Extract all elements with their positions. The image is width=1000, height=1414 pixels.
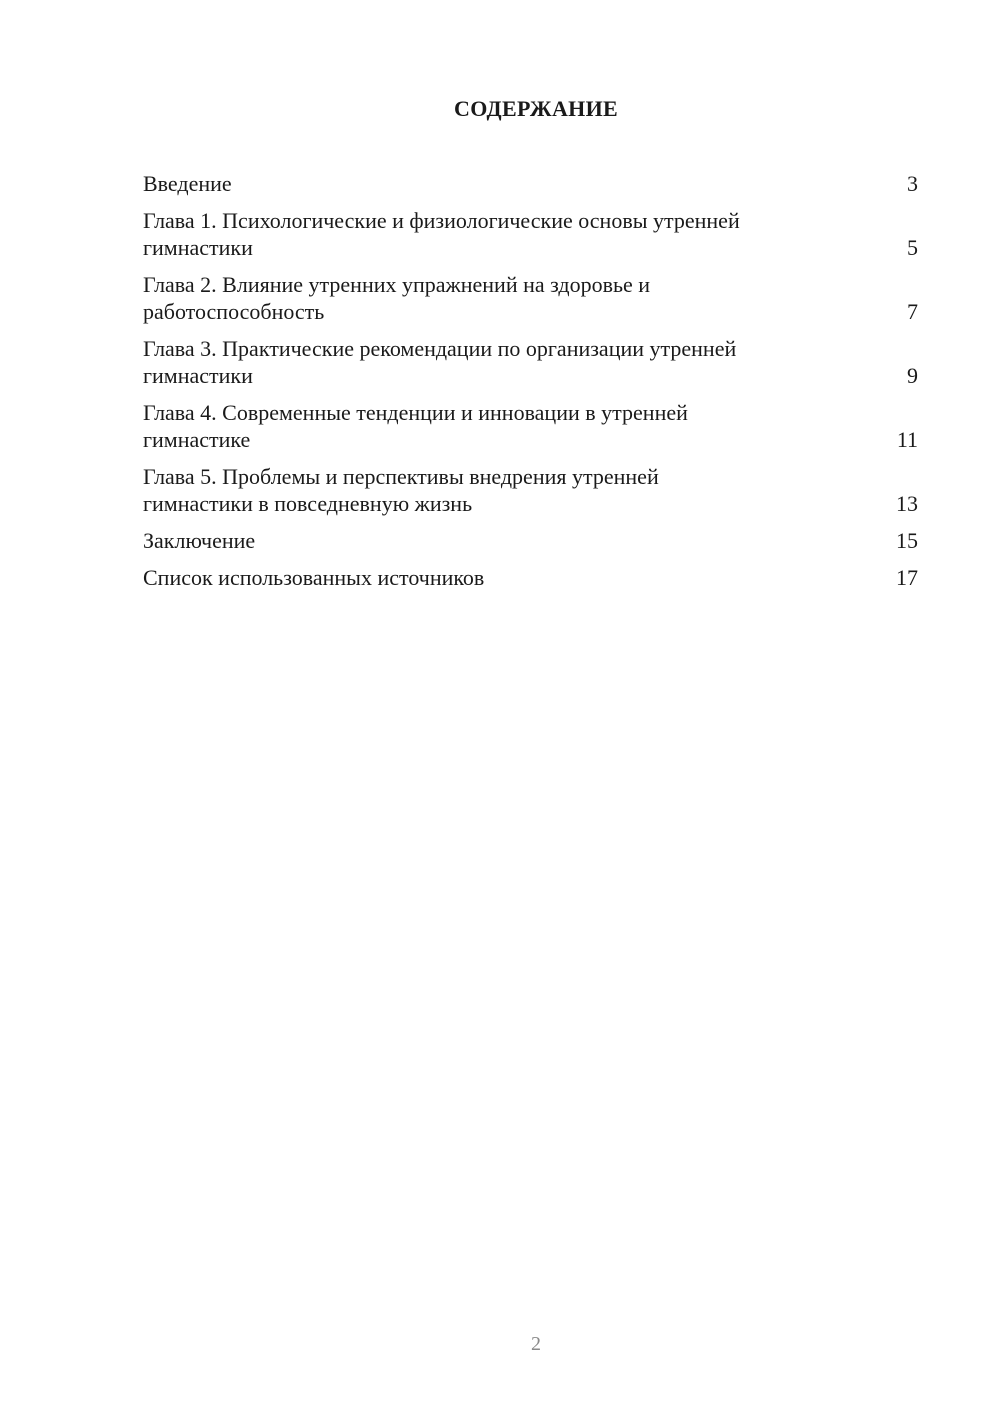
toc-entry-text: Глава 1. Психологические и физиологические основы утренней гимнастики (143, 208, 740, 260)
toc-entry-introduction (143, 170, 918, 197)
toc-entry-chapter-4 (143, 399, 918, 453)
toc-entry-page: 9 (907, 363, 918, 388)
toc-entry-page: 3 (907, 171, 918, 196)
toc-entry-conclusion (143, 527, 918, 554)
page-number: 2 (531, 1333, 541, 1355)
toc-entry-page: 5 (907, 235, 918, 260)
toc-entry-text: Введение (143, 171, 232, 196)
toc-entry-page: 7 (907, 299, 918, 324)
toc-entry-chapter-3 (143, 335, 918, 389)
toc-entry-page: 17 (896, 565, 918, 590)
toc-entry-text: Глава 3. Практические рекомендации по организации утренней гимнастики (143, 336, 737, 388)
toc-entry-references (143, 564, 918, 591)
toc-entry-page: 11 (896, 427, 918, 452)
table-of-contents (143, 170, 918, 601)
toc-entry-chapter-2 (143, 271, 918, 325)
toc-entry-text: Заключение (143, 528, 256, 553)
toc-entry-chapter-5 (143, 463, 918, 517)
toc-entry-text: Глава 5. Проблемы и перспективы внедрения утренней гимнастики в повседневную жизнь (143, 464, 659, 516)
toc-entry-chapter-1 (143, 207, 918, 261)
toc-entry-text: Список использованных источников (143, 565, 485, 590)
toc-entry-page: 15 (896, 528, 918, 553)
toc-entry-text: Глава 4. Современные тенденции и инновации в утренней гимнастике (143, 400, 688, 452)
toc-title: СОДЕРЖАНИЕ (454, 96, 618, 121)
toc-entry-page: 13 (896, 491, 918, 516)
toc-entry-text: Глава 2. Влияние утренних упражнений на здоровье и работоспособность (143, 272, 651, 324)
